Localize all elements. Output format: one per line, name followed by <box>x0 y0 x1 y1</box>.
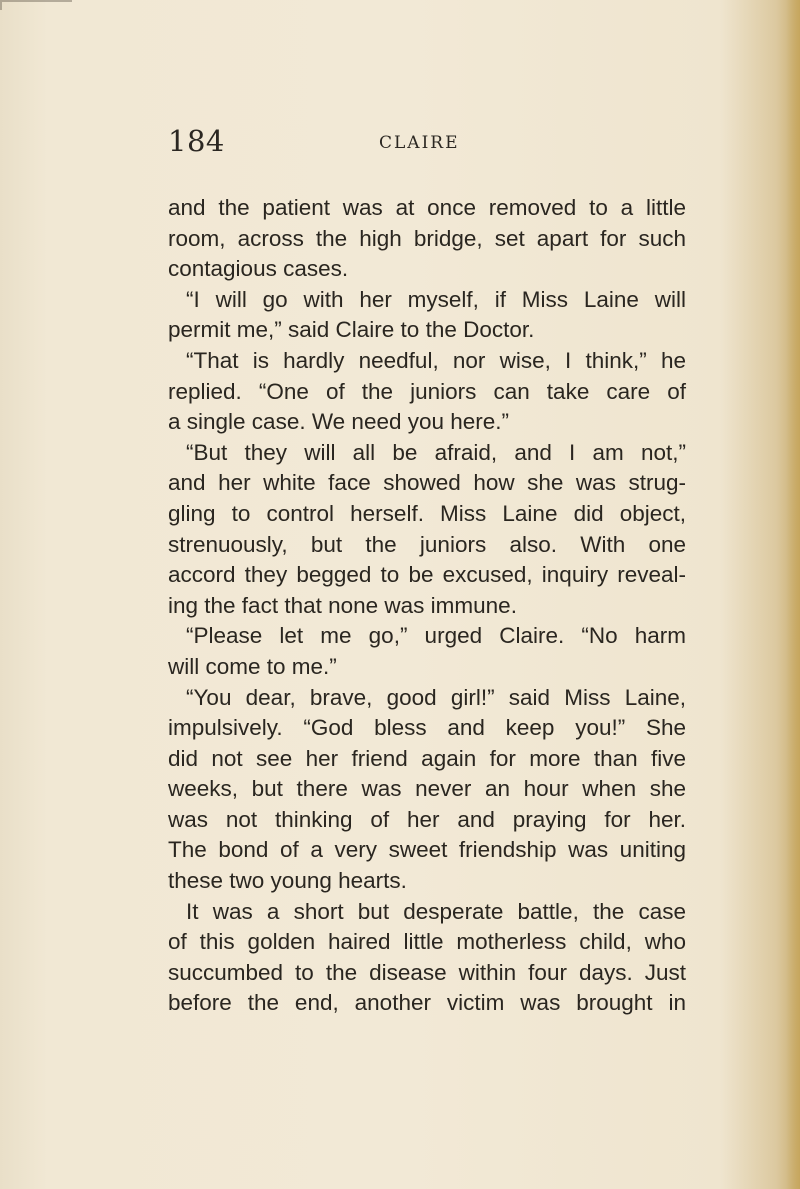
page-number: 184 <box>168 124 225 158</box>
text-line: contagious cases. <box>168 256 349 282</box>
text-line: will come to me.” <box>168 653 337 679</box>
page-header <box>168 124 668 164</box>
page-edge-shadow <box>786 0 800 1189</box>
text-line: a single case. We need you here.” <box>168 409 510 435</box>
text-line: and her white face showed how she was strug- <box>168 470 686 496</box>
text-line: “That is hardly needful, nor wise, I think,” he <box>186 347 686 373</box>
text-line: weeks, but there was never an hour when she <box>168 776 686 802</box>
text-line: replied. “One of the juniors can take care of <box>168 378 686 404</box>
text-line: “I will go with her myself, if Miss Laine will <box>186 286 686 312</box>
text-line: The bond of a very sweet friendship was uniting <box>168 837 686 863</box>
text-line: strenuously, but the juniors also. With one <box>168 531 686 557</box>
page-corner-shadow <box>0 0 72 10</box>
text-line: gling to control herself. Miss Laine did object, <box>168 500 686 526</box>
text-line: succumbed to the disease within four days. Just <box>168 959 686 985</box>
text-line: It was a short but desperate battle, the case <box>186 898 686 924</box>
body-text <box>168 193 686 1019</box>
text-line: before the end, another victim was brought in <box>168 990 686 1016</box>
text-line: “Please let me go,” urged Claire. “No harm <box>186 623 686 649</box>
text-line: these two young hearts. <box>168 868 407 894</box>
text-line: of this golden haired little motherless child, who <box>168 929 686 955</box>
text-line: impulsively. “God bless and keep you!” She <box>168 715 686 741</box>
text-line: permit me,” said Claire to the Doctor. <box>168 317 535 343</box>
running-head: CLAIRE <box>379 133 460 153</box>
text-line: “You dear, brave, good girl!” said Miss Laine, <box>186 684 686 710</box>
text-line: and the patient was at once removed to a little <box>168 195 686 220</box>
text-line: room, across the high bridge, set apart for such <box>168 225 686 251</box>
text-line: “But they will all be afraid, and I am not,” <box>186 439 686 465</box>
text-line: was not thinking of her and praying for her. <box>168 806 686 832</box>
text-line: did not see her friend again for more than five <box>168 745 686 771</box>
text-line: accord they begged to be excused, inquiry reveal- <box>168 562 686 588</box>
text-line: ing the fact that none was immune. <box>168 592 517 618</box>
